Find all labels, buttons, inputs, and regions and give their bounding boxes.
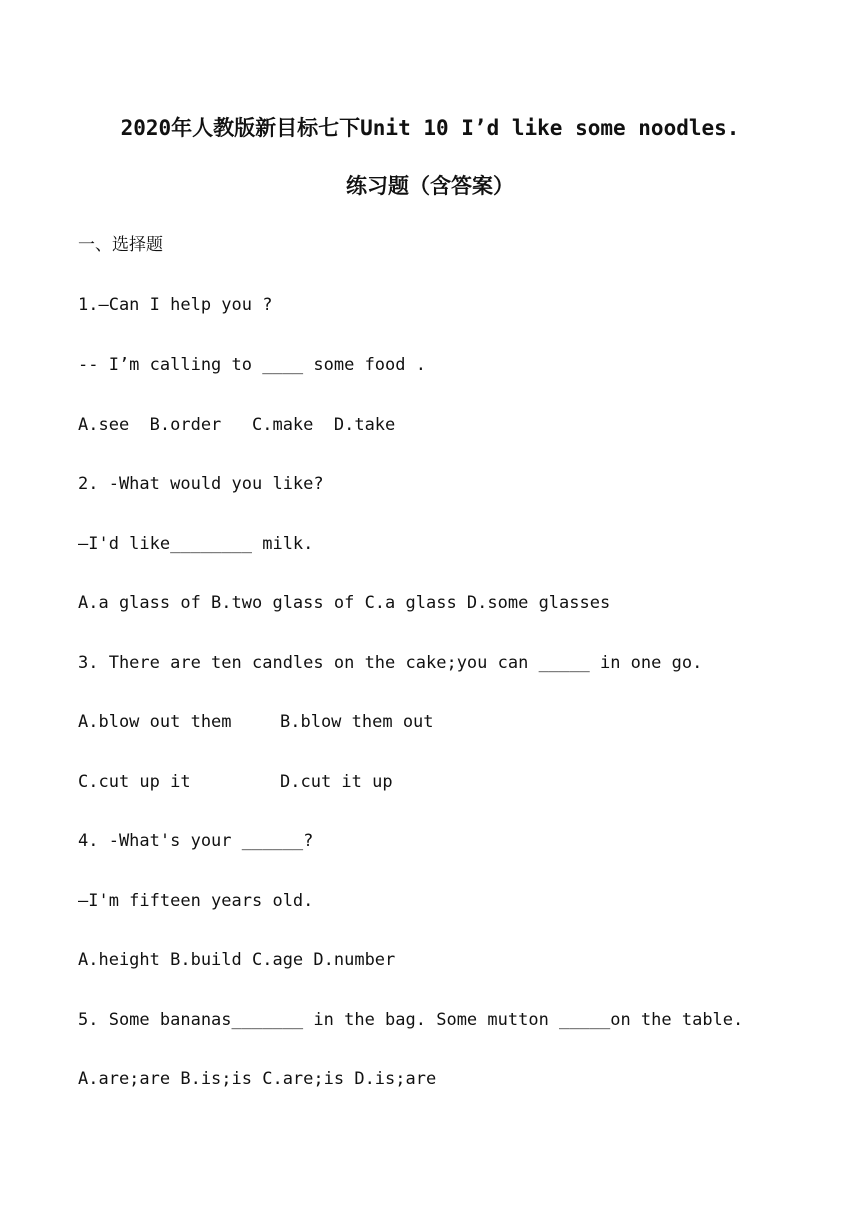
question-3-option-a: A.blow out them — [78, 712, 232, 732]
document-subtitle: 练习题（含答案） — [346, 174, 514, 198]
question-3-option-b: B.blow them out — [280, 712, 434, 732]
question-4-prompt: 4. -What's your ______? — [78, 831, 314, 851]
question-4-options: A.height B.build C.age D.number — [78, 950, 396, 970]
section-heading: 一、选择题 — [78, 235, 163, 255]
question-3-prompt: 3. There are ten candles on the cake;you can _____ in one go. — [78, 653, 703, 673]
question-2-options: A.a glass of B.two glass of C.a glass D.some glasses — [78, 593, 611, 613]
document-title: 2020年人教版新目标七下Unit 10 I’d like some noodles. — [120, 116, 740, 140]
question-1-prompt: 1.—Can I help you ? — [78, 295, 273, 315]
question-3-option-d: D.cut it up — [280, 772, 393, 792]
question-5-options: A.are;are B.is;is C.are;is D.is;are — [78, 1069, 437, 1089]
question-2-prompt: 2. -What would you like? — [78, 474, 324, 494]
question-5-prompt: 5. Some bananas_______ in the bag. Some mutton _____on the table. — [78, 1010, 744, 1030]
question-3-option-c: C.cut up it — [78, 772, 191, 792]
question-2-response: —I'd like________ milk. — [78, 534, 314, 554]
question-4-response: —I'm fifteen years old. — [78, 891, 314, 911]
question-1-response: -- I’m calling to ____ some food . — [78, 355, 426, 375]
question-1-options: A.see B.order C.make D.take — [78, 415, 396, 435]
